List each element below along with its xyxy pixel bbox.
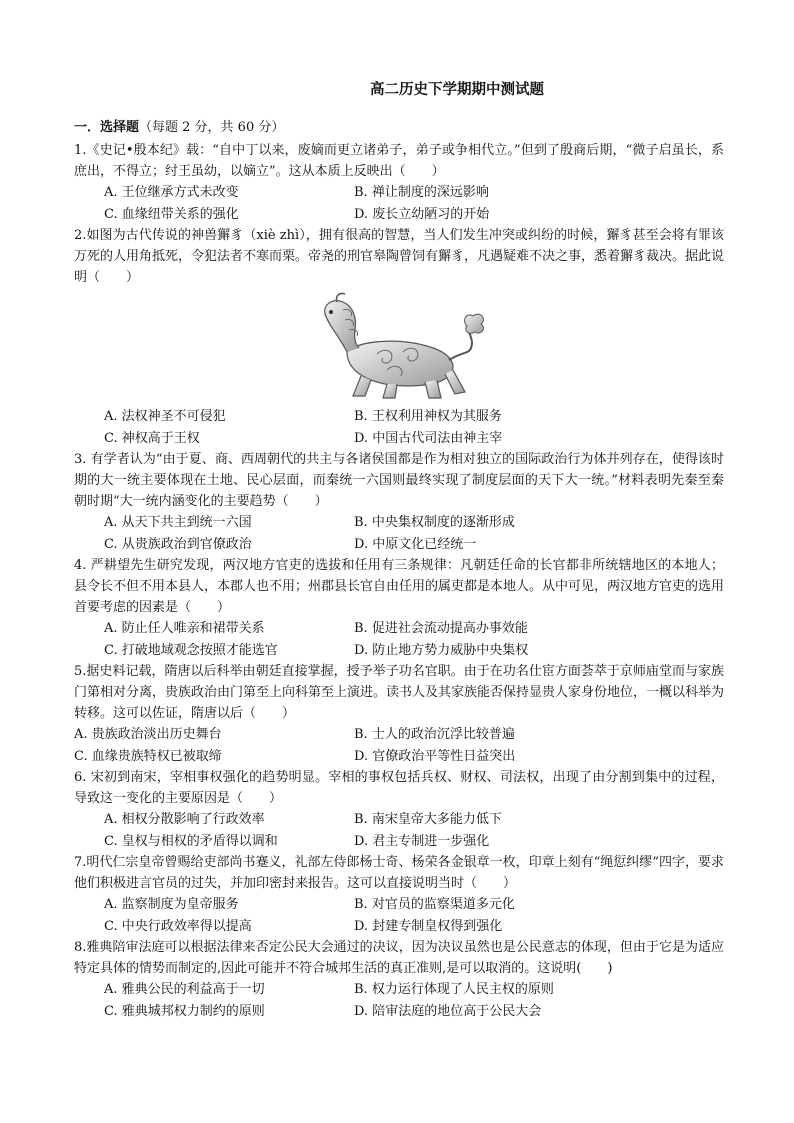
option-grid [74,724,724,767]
question-stem: 5.据史料记载，隋唐以后科举由朝廷直接掌握，授予举子功名官职。由于在功名仕宦方面荟萃于京师庙堂而与家族门第相对分离，贵族政治由门第至上向科第至上演进。读书人及其家族能否保持显贵人家身份地位，一概以科举为转移。这可以佐证，隋唐以后（ ） [74,664,725,721]
section-heading [74,118,724,138]
option-d: D. 封建专制皇权得到强化 [354,918,503,934]
question-stem: 2.如图为古代传说的神兽獬豸（xiè zhì），拥有很高的智慧，当人们发生冲突或纠纷的时候，獬豸甚至会将有罪该万死的人用角抵死，令犯法者不寒而栗。帝尧的刑官皋陶曾饲有獬豸，凡遇疑难不决之事，悉着獬豸裁决。据此说明（ ） [74,228,725,285]
option-c: C. 从贵族政治到官僚政治 [104,536,252,552]
option-c: C. 雅典城邦权力制约的原则 [104,1003,265,1019]
page-title: 高二历史下学期期中测试题 [370,82,544,98]
option-a: A. 法权神圣不可侵犯 [104,409,226,424]
question-8 [74,937,724,1022]
question-stem: 4. 严耕望先生研究发现，两汉地方官吏的选拔和任用有三条规律：凡朝廷任命的长官都非所统辖地区的本地人；县令长不但不用本县人，本郡人也不用；州郡县长官自由任用的属吏都是本地人。从中可见，两汉地方官吏的选用首要考虑的因素是（ ） [74,558,725,615]
option-c: C. 血缘贵族特权已被取缔 [74,748,222,764]
option-c: C. 神权高于王权 [104,430,200,446]
question-stem: 3. 有学者认为“由于夏、商、西周朝代的共主与各诸侯国都是作为相对独立的国际政治行为体并列存在，使得该时期的大一统主要体现在土地、民心层面，而秦统一六国则最终实现了制度层面的天下大一统。”材料表明先秦至秦朝时期“大一统内涵变化的主要趋势（ ） [74,452,724,509]
option-c: C. 皇权与相权的矛盾得以调和 [104,833,278,849]
question-2 [74,225,724,449]
option-a: A. 雅典公民的利益高于一切 [104,982,265,997]
option-b: B. 南宋皇帝大多能力低下 [354,812,502,827]
question-6 [74,767,724,852]
option-grid [74,809,724,852]
option-a: A. 从天下共主到统一六国 [104,515,252,530]
question-4 [74,555,724,661]
option-d: D. 君主专制进一步强化 [354,833,490,849]
option-c: C. 中央行政效率得以提高 [104,918,252,934]
question-stem: 8.雅典陪审法庭可以根据法律来否定公民大会通过的决议，因为决议虽然也是公民意志的体现，但由于它是为适应特定具体的情势而制定的,因此可能并不符合城邦生活的真正准则,是可以取消的。这说明( ) [74,940,724,976]
question-3 [74,449,724,555]
section-note: （每题 2 分，共 60 分） [139,120,285,135]
option-grid [74,182,724,225]
option-b: B. 对官员的监察渠道多元化 [354,897,515,912]
xiezhi-beast-image [299,292,499,404]
option-d: D. 官僚政治平等性日益突出 [354,748,516,764]
option-b: B. 中央集权制度的逐渐形成 [354,515,515,530]
option-grid [74,618,724,661]
xiezhi-figure [74,292,724,404]
option-c: C. 血缘纽带关系的强化 [104,206,239,222]
option-d: D. 中原文化已经统一 [354,536,477,552]
option-a: A. 贵族政治淡出历史舞台 [74,727,222,742]
option-b: B. 禅让制度的深远影响 [354,185,489,200]
option-grid [74,512,724,555]
question-stem: 6. 宋初到南宋，宰相事权强化的趋势明显。宰相的事权包括兵权、财权、司法权，出现了由分割到集中的过程，导致这一变化的主要原因是（ ） [74,770,724,806]
option-grid [74,406,724,449]
question-list [74,118,724,1022]
option-grid [74,979,724,1022]
question-stem: 1.《史记•殷本纪》载：“自中丁以来，废嫡而更立诸弟子，弟子或争相代立。”但到了殷商后期，“微子启虽长，系庶出，不得立；纣王虽幼，以嫡立”。这从本质上反映出（ ） [74,143,724,179]
option-a: A. 王位继承方式未改变 [104,185,239,200]
option-a: A. 监察制度为皇帝服务 [104,897,239,912]
option-d: D. 防止地方势力威胁中央集权 [354,642,529,658]
option-d: D. 中国古代司法由神主宰 [354,430,503,446]
section-label: 一．选择题 [74,120,140,135]
question-1 [74,140,724,225]
question-stem: 7.明代仁宗皇帝曾赐给吏部尚书蹇义，礼部左侍郎杨士奇、杨荣各金银章一枚，印章上刻有“绳愆纠缪”四字，要求他们积极进言官员的过失，并加印密封来报告。这可以直接说明当时（ ） [74,855,724,891]
option-b: B. 士人的政治沉浮比较普遍 [354,727,515,742]
option-b: B. 王权利用神权为其服务 [354,409,502,424]
option-c: C. 打破地域观念按照才能选官 [104,642,278,658]
option-d: D. 陪审法庭的地位高于公民大会 [354,1003,542,1019]
option-a: A. 防止任人唯亲和裙带关系 [104,621,265,636]
question-5 [74,661,724,767]
question-7 [74,852,724,937]
option-a: A. 相权分散影响了行政效率 [104,812,265,827]
option-b: B. 促进社会流动提高办事效能 [354,621,528,636]
option-d: D. 废长立幼陋习的开始 [354,206,490,222]
option-b: B. 权力运行体现了人民主权的原则 [354,982,554,997]
option-grid [74,894,724,937]
